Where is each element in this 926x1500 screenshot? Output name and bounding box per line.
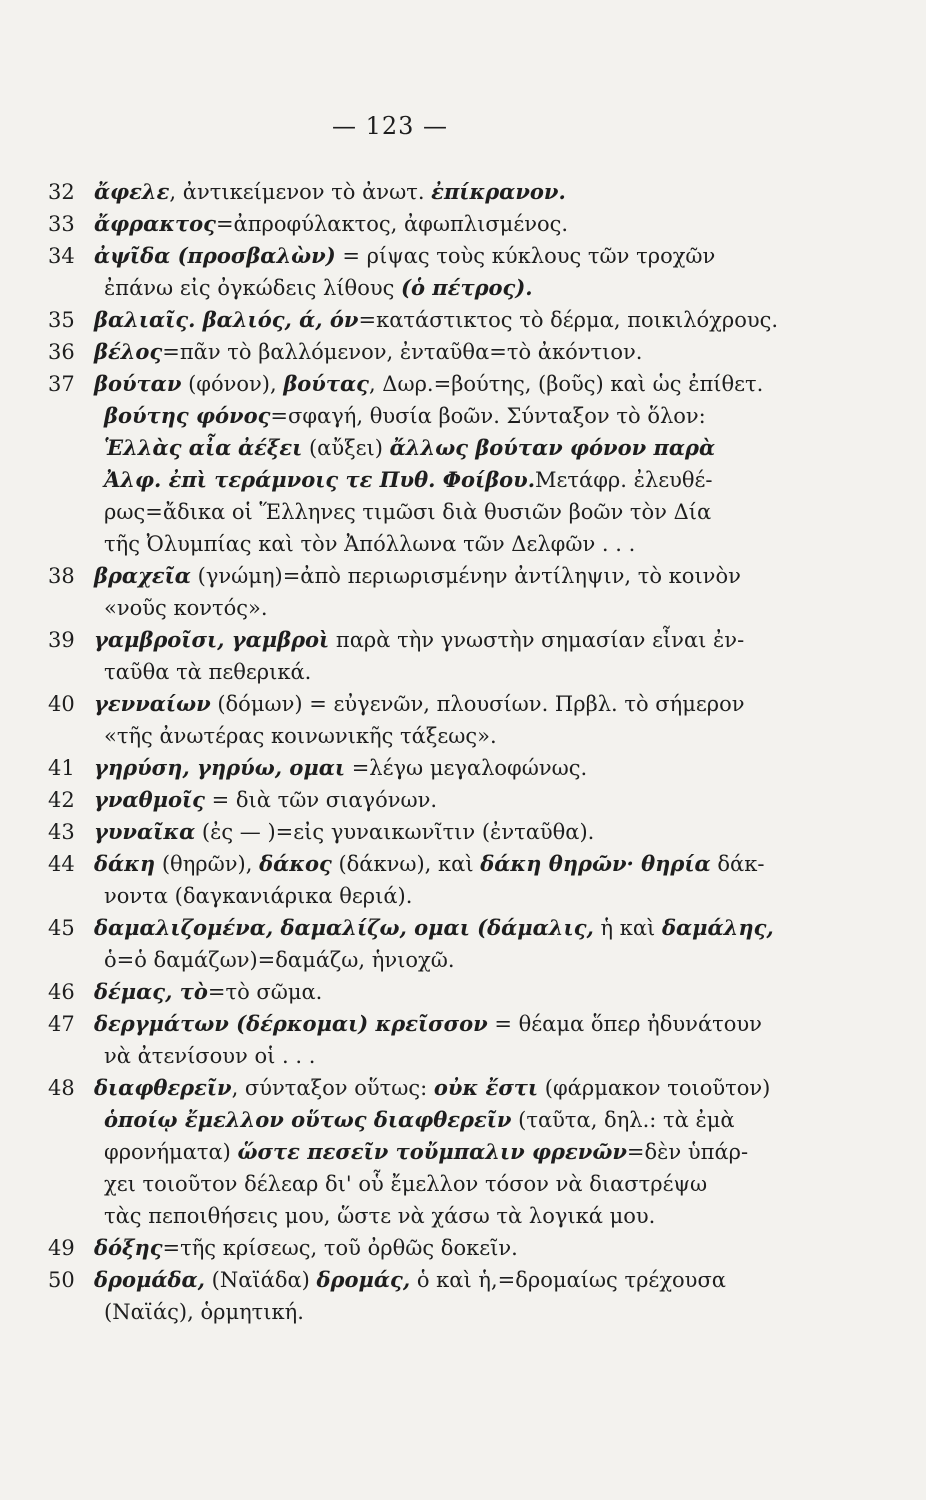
headword: δεργμάτων (δέρκομαι) κρεῖσσον bbox=[94, 1011, 488, 1036]
entry-first-line bbox=[48, 912, 818, 944]
gloss-text: ταῦθα τὰ πεθερικά. bbox=[104, 660, 312, 684]
entry-continuation-line bbox=[48, 880, 818, 912]
gloss-text: «τῆς ἀνωτέρας κοινωνικῆς τάξεως». bbox=[104, 724, 497, 748]
gloss-text: νοντα (δαγκανιάρικα θεριά). bbox=[104, 884, 413, 908]
entry-first-line bbox=[48, 1264, 818, 1296]
entry-continuation-line bbox=[48, 592, 818, 624]
entry-continuation-line bbox=[48, 1168, 818, 1200]
gloss-text: ἐπάνω εἰς ὀγκώδεις λίθους bbox=[104, 276, 402, 300]
gloss-text: =τὸ σῶμα. bbox=[207, 980, 323, 1004]
headword: ἐπίκρανον. bbox=[431, 179, 566, 204]
entry-number: 37 bbox=[48, 372, 75, 396]
glossary-entry bbox=[48, 784, 818, 816]
gloss-text: ἡ καὶ bbox=[593, 916, 662, 940]
gloss-text: χει τοιοῦτον δέλεαρ δι' οὗ ἔμελλον τόσον νὰ διαστρέψω bbox=[104, 1172, 708, 1196]
headword: διαφθερεῖν bbox=[94, 1075, 232, 1100]
gloss-text: (Ναϊάδα) bbox=[205, 1268, 317, 1292]
entry-continuation-line bbox=[48, 1296, 818, 1328]
entry-first-line bbox=[48, 784, 818, 816]
entry-number: 39 bbox=[48, 628, 75, 652]
headword: ὥστε πεσεῖν τοὔμπαλιν φρενῶν bbox=[237, 1139, 627, 1164]
gloss-text: νὰ ἀτενίσουν οἱ . . . bbox=[104, 1044, 316, 1068]
gloss-text: =λέγω μεγαλοφώνως. bbox=[345, 756, 588, 780]
headword: βαλιαῖς. βαλιός, ά, όν bbox=[94, 307, 359, 332]
entry-number: 46 bbox=[48, 980, 75, 1004]
gloss-text: , ἀντικείμενον τὸ ἀνωτ. bbox=[169, 180, 432, 204]
entry-continuation-line bbox=[48, 1136, 818, 1168]
glossary-entry bbox=[48, 912, 818, 976]
gloss-text: τῆς Ὀλυμπίας καὶ τὸν Ἀπόλλωνα τῶν Δελφῶν . . . bbox=[104, 532, 636, 556]
glossary-entry bbox=[48, 1264, 818, 1328]
headword: Ἑλλὰς αἶα bbox=[104, 435, 232, 460]
glossary-entry bbox=[48, 1072, 818, 1232]
glossary-entry bbox=[48, 1232, 818, 1264]
entry-number: 33 bbox=[48, 212, 75, 236]
glossary-entry bbox=[48, 368, 818, 560]
entry-first-line bbox=[48, 752, 818, 784]
entry-continuation-line bbox=[48, 1200, 818, 1232]
entry-continuation-line bbox=[48, 1104, 818, 1136]
entry-first-line bbox=[48, 208, 818, 240]
headword: γυναῖκα bbox=[94, 819, 196, 844]
entry-first-line bbox=[48, 368, 818, 400]
entry-continuation-line bbox=[48, 496, 818, 528]
entry-number: 50 bbox=[48, 1268, 75, 1292]
gloss-text: (δόμων) = εὐγενῶν, πλουσίων. Πρβλ. τὸ σήμερον bbox=[210, 692, 745, 716]
glossary-entry bbox=[48, 848, 818, 912]
gloss-text: (φάρμακον τοιοῦτον) bbox=[538, 1076, 771, 1100]
gloss-text: δάκ- bbox=[710, 852, 765, 876]
gloss-text: =κατάστικτος τὸ δέρμα, ποικιλόχρους. bbox=[358, 308, 779, 332]
headword: ἄφρακτος bbox=[94, 211, 216, 236]
entry-first-line bbox=[48, 1072, 818, 1104]
gloss-text: = διὰ τῶν σιαγόνων. bbox=[204, 788, 438, 812]
gloss-text: παρὰ τὴν γνωστὴν σημασίαν εἶναι ἐν- bbox=[329, 628, 745, 652]
entry-continuation-line bbox=[48, 400, 818, 432]
entry-number: 35 bbox=[48, 308, 75, 332]
entry-first-line bbox=[48, 560, 818, 592]
entry-first-line bbox=[48, 240, 818, 272]
entry-first-line bbox=[48, 304, 818, 336]
glossary-entry bbox=[48, 816, 818, 848]
entry-number: 32 bbox=[48, 180, 75, 204]
headword: δρομάδα, bbox=[94, 1267, 205, 1292]
glossary-entry bbox=[48, 624, 818, 688]
gloss-text: (ἐς — )=εἰς γυναικωνῖτιν (ἐνταῦθα). bbox=[195, 820, 595, 844]
headword: γαμβροῖσι, γαμβροὶ bbox=[94, 627, 330, 652]
entry-number: 41 bbox=[48, 756, 75, 780]
headword: βέλος bbox=[94, 339, 163, 364]
entry-continuation-line bbox=[48, 1040, 818, 1072]
gloss-text: «νοῦς κοντός». bbox=[104, 596, 268, 620]
gloss-text: Μετάφρ. ἐλευθέ- bbox=[535, 468, 713, 492]
headword: γενναίων bbox=[94, 691, 211, 716]
entry-continuation-line bbox=[48, 528, 818, 560]
entry-first-line bbox=[48, 976, 818, 1008]
headword: ἄφελε bbox=[94, 179, 170, 204]
headword: Ἀλφ. ἐπὶ τεράμνοις τε Πυθ. Φοίβου. bbox=[104, 467, 536, 492]
headword: γναθμοῖς bbox=[94, 787, 205, 812]
entry-first-line bbox=[48, 1008, 818, 1040]
gloss-text: (θηρῶν), bbox=[155, 852, 260, 876]
page-number: — 123 — bbox=[331, 112, 449, 140]
glossary-entry bbox=[48, 1008, 818, 1072]
gloss-text: ρως=ἄδικα οἱ Ἕλληνες τιμῶσι διὰ θυσιῶν βοῶν τὸν Δία bbox=[104, 500, 712, 524]
gloss-text: ὁ=ὁ δαμάζων)=δαμάζω, ἡνιοχῶ. bbox=[104, 948, 455, 972]
gloss-text: , Δωρ.=βούτης, (βοῦς) καὶ ὡς ἐπίθετ. bbox=[368, 372, 764, 396]
entry-first-line bbox=[48, 688, 818, 720]
headword: δαμαλιζομένα, δαμαλίζω, ομαι (δάμαλις, bbox=[94, 915, 594, 940]
entry-first-line bbox=[48, 176, 818, 208]
gloss-text: τὰς πεποιθήσεις μου, ὥστε νὰ χάσω τὰ λογικά μου. bbox=[104, 1204, 656, 1228]
headword: βούταν bbox=[94, 371, 182, 396]
entry-number: 49 bbox=[48, 1236, 75, 1260]
entry-number: 45 bbox=[48, 916, 75, 940]
gloss-text: = θέαμα ὅπερ ἠδυνάτουν bbox=[487, 1012, 762, 1036]
glossary-entry bbox=[48, 304, 818, 336]
headword: ἀψῖδα (προσβαλὼν) bbox=[94, 243, 336, 268]
gloss-text: (φόνον), bbox=[181, 372, 284, 396]
gloss-text: =σφαγή, θυσία βοῶν. Σύνταξον τὸ ὅλον: bbox=[270, 404, 706, 428]
entry-first-line bbox=[48, 624, 818, 656]
entry-continuation-line bbox=[48, 656, 818, 688]
headword: δρομάς, bbox=[316, 1267, 411, 1292]
headword: ἄλλως βούταν φόνον παρὰ bbox=[389, 435, 716, 460]
gloss-text: (γνώμη)=ἀπὸ περιωρισμένην ἀντίληψιν, τὸ κοινὸν bbox=[190, 564, 741, 588]
gloss-text: (αὔξει) bbox=[302, 436, 390, 460]
headword: δάκος bbox=[259, 851, 332, 876]
headword: οὐκ ἔστι bbox=[433, 1075, 539, 1100]
headword: ἀέξει bbox=[237, 435, 303, 460]
gloss-text: =ἀπροφύλακτος, ἀφωπλισμένος. bbox=[215, 212, 569, 236]
glossary-entry bbox=[48, 240, 818, 304]
entry-first-line bbox=[48, 1232, 818, 1264]
entry-number: 44 bbox=[48, 852, 75, 876]
entry-first-line bbox=[48, 816, 818, 848]
headword: (ὁ πέτρος). bbox=[401, 275, 533, 300]
entry-first-line bbox=[48, 848, 818, 880]
entry-number: 34 bbox=[48, 244, 75, 268]
glossary-entries bbox=[48, 176, 818, 1328]
headword: δόξης bbox=[94, 1235, 163, 1260]
glossary-entry bbox=[48, 752, 818, 784]
headword: ὁποίῳ ἔμελλον οὕτως διαφθερεῖν bbox=[104, 1107, 512, 1132]
entry-number: 38 bbox=[48, 564, 75, 588]
headword: γηρύση, γηρύω, ομαι bbox=[94, 755, 346, 780]
headword: δαμάλης, bbox=[661, 915, 774, 940]
entry-number: 40 bbox=[48, 692, 75, 716]
headword: δάκη bbox=[94, 851, 156, 876]
entry-number: 48 bbox=[48, 1076, 75, 1100]
gloss-text bbox=[231, 436, 238, 460]
entry-number: 36 bbox=[48, 340, 75, 364]
entry-continuation-line bbox=[48, 720, 818, 752]
entry-number: 43 bbox=[48, 820, 75, 844]
gloss-text: =πᾶν τὸ βαλλόμενον, ἐνταῦθα=τὸ ἀκόντιον. bbox=[162, 340, 643, 364]
glossary-entry bbox=[48, 560, 818, 624]
headword: δέμας, τὸ bbox=[94, 979, 208, 1004]
glossary-entry bbox=[48, 688, 818, 752]
glossary-entry bbox=[48, 208, 818, 240]
headword: βραχεῖα bbox=[94, 563, 191, 588]
headword: βούτας bbox=[283, 371, 369, 396]
gloss-text: , σύνταξον οὕτως: bbox=[231, 1076, 434, 1100]
entry-continuation-line bbox=[48, 464, 818, 496]
gloss-text: (ταῦτα, δηλ.: τὰ ἐμὰ bbox=[511, 1108, 735, 1132]
headword: δάκη θηρῶν· θηρία bbox=[480, 851, 711, 876]
gloss-text: = ρίψας τοὺς κύκλους τῶν τροχῶν bbox=[335, 244, 716, 268]
gloss-text: (δάκνω), καὶ bbox=[331, 852, 481, 876]
gloss-text: ὁ καὶ ἡ,=δρομαίως τρέχουσα bbox=[410, 1268, 726, 1292]
entry-number: 42 bbox=[48, 788, 75, 812]
entry-continuation-line bbox=[48, 432, 818, 464]
gloss-text: =τῆς κρίσεως, τοῦ ὀρθῶς δοκεῖν. bbox=[162, 1236, 518, 1260]
glossary-entry bbox=[48, 976, 818, 1008]
entry-continuation-line bbox=[48, 944, 818, 976]
glossary-entry bbox=[48, 336, 818, 368]
entry-first-line bbox=[48, 336, 818, 368]
gloss-text: =δὲν ὑπάρ- bbox=[626, 1140, 749, 1164]
headword: βούτης φόνος bbox=[104, 403, 271, 428]
gloss-text: (Ναϊάς), ὁρμητική. bbox=[104, 1300, 304, 1324]
entry-number: 47 bbox=[48, 1012, 75, 1036]
glossary-entry bbox=[48, 176, 818, 208]
entry-continuation-line bbox=[48, 272, 818, 304]
gloss-text: φρονήματα) bbox=[104, 1140, 238, 1164]
